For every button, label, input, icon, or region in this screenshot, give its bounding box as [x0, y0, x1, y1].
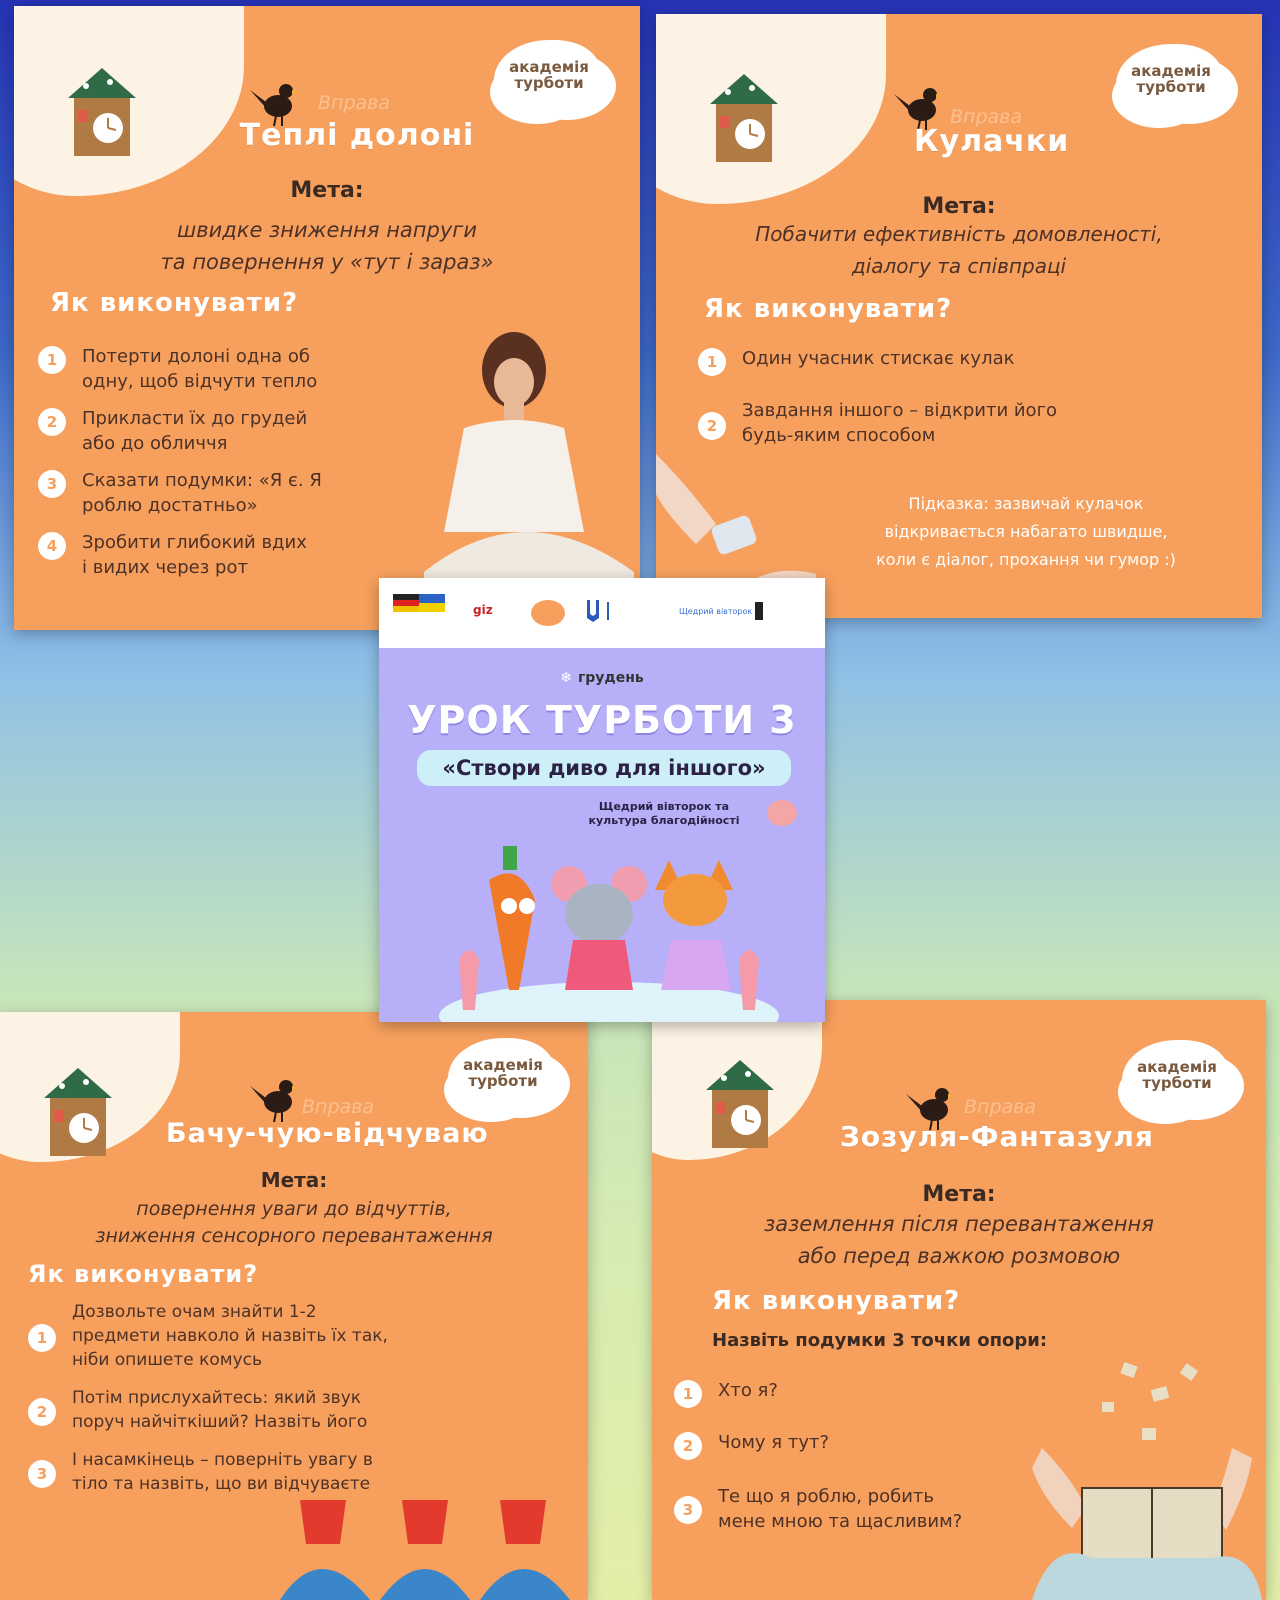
goal-heading: Мета: — [922, 194, 996, 219]
card-title: Кулачки — [914, 124, 1070, 159]
goal-text: швидке зниження напруги та повернення у «тут і зараз» — [160, 218, 494, 274]
house-icon — [40, 1064, 116, 1160]
academy-logo: академія турботи — [448, 1038, 558, 1118]
hint-text: Підказка: зазвичай кулачок відкривається набагато швидше, коли є діалог, прохання чи гумор :) — [876, 494, 1176, 569]
month-label: ❄ грудень — [560, 670, 644, 686]
card-title: Бачу-чую-відчуваю — [166, 1118, 489, 1149]
exercise-card-cuckoo: академія турботи Вправа Зозуля-Фантазуля Мета: заземлення після перевантаження або перед важкою розмовою Як виконувати? Назвіть подумки 3 точки опори: 1 Хто я? 2 Чому я тут? 3 Те що я роблю, робить мене мною та щасливим? — [652, 1000, 1266, 1600]
lesson-poster — [379, 578, 825, 1022]
card-kicker: Вправа — [964, 1096, 1037, 1118]
lesson-theme: «Створи диво для іншого» — [417, 750, 791, 786]
academy-logo: академія турботи — [1116, 44, 1226, 124]
partner-giving-tuesday: Щедрий вівторок — [679, 607, 753, 616]
how-to-heading: Як виконувати? — [712, 1286, 961, 1316]
academy-logo-small — [531, 600, 565, 626]
house-icon — [706, 70, 782, 166]
card-title: Зозуля-Фантазуля — [840, 1120, 1154, 1153]
lesson-title: УРОК ТУРБОТИ 3 — [407, 698, 797, 742]
academy-logo: академія турботи — [1122, 1040, 1232, 1120]
academy-logo: академія турботи — [494, 40, 604, 120]
how-to-heading: Як виконувати? — [704, 294, 953, 324]
partner-giz: giz — [473, 603, 493, 617]
people-with-buckets-illustration — [280, 1498, 588, 1600]
bird-icon — [250, 1072, 300, 1124]
goal-text: Побачити ефективність домовленості, діалогу та співпраці — [755, 222, 1163, 278]
card-kicker: Вправа — [302, 1096, 375, 1118]
goal-heading: Мета: — [290, 178, 364, 203]
exercise-card-fists: академія турботи Вправа Кулачки Мета: Побачити ефективність домовленості, діалогу та співпраці Як виконувати? 1 Один учасник стискає кулак 2 Завдання іншого – відкрити його будь-яким способом Підказка: зазвичай кулачок відкривається набагато швидше, коли є діалог, прохання чи гумор :) — [656, 14, 1262, 618]
snowflake-icon: ❄ — [560, 670, 572, 686]
subheading: Назвіть подумки 3 точки опори: — [712, 1330, 1048, 1351]
partner-logos-strip — [379, 578, 825, 648]
house-icon — [702, 1056, 778, 1152]
characters-illustration — [439, 840, 779, 1022]
partner-logo-last — [755, 602, 819, 620]
how-to-heading: Як виконувати? — [28, 1260, 259, 1288]
heart-icon — [767, 800, 797, 826]
card-kicker: Вправа — [318, 92, 391, 114]
goal-heading: Мета: — [260, 1168, 328, 1192]
partner-ministry — [607, 602, 669, 620]
flag-icon — [393, 594, 463, 620]
goal-text: заземлення після перевантаження або перед важкою розмовою — [764, 1212, 1154, 1268]
lesson-tagline: Щедрий вівторок та культура благодійності — [588, 800, 740, 827]
trident-icon — [585, 598, 601, 624]
person-with-book-illustration — [1012, 1358, 1266, 1600]
how-to-heading: Як виконувати? — [50, 288, 299, 318]
goal-heading: Мета: — [922, 1182, 996, 1207]
goal-text: повернення уваги до відчуттів, зниження сенсорного перевантаження — [95, 1198, 493, 1247]
exercise-card-warm-palms: академія турботи Вправа Теплі долоні Мета: швидке зниження напруги та повернення у «тут і зараз» Як виконувати? 1 Потерти долоні одна об одну, щоб відчути тепло 2 Прикласти їх до грудей або до обличчя 3 Сказати подумки: «Я є. Я роблю достатньо» 4 Зробити глибокий вдих і видих через рот — [14, 6, 640, 630]
card-kicker: Вправа — [950, 106, 1023, 128]
card-title: Теплі долоні — [239, 118, 475, 153]
exercise-card-see-hear-feel: академія турботи Вправа Бачу-чую-відчуваю Мета: повернення уваги до відчуттів, зниження сенсорного перевантаження Як виконувати? 1 Дозвольте очам знайти 1-2 предмети навколо й назвіть їх так, ніби опишете комусь 2 Потім прислухайтесь: який звук поруч найчіткіший? Назвіть його 3 І насамкінець – поверніть увагу в тіло та назвіть, що ви відчуваєте — [0, 1012, 588, 1600]
